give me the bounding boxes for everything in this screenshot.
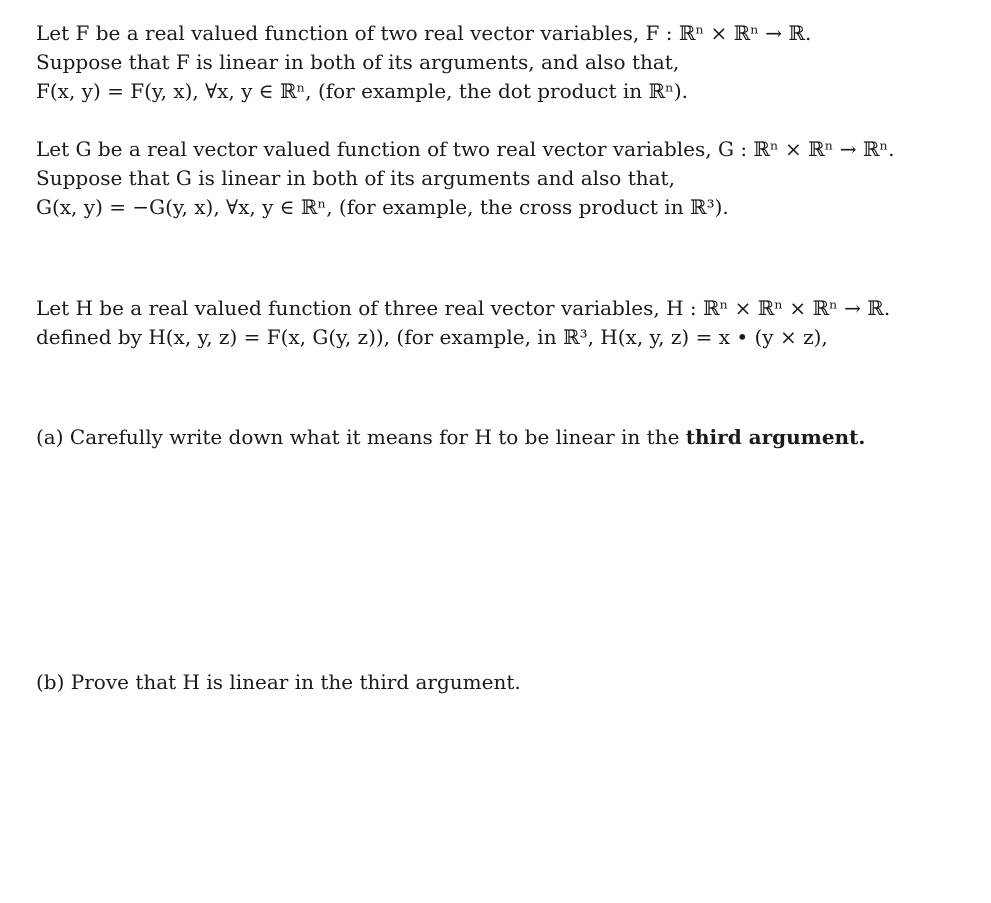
paragraph-g-line-2: Suppose that G is linear in both of its arguments and also that, (36, 166, 675, 190)
part-a-line (36, 423, 976, 452)
question-part-b (36, 668, 976, 697)
paragraph-function-f (36, 19, 976, 106)
paragraph-function-h (36, 294, 976, 352)
paragraph-f-line-1: Let F be a real valued function of two real vector variables, F : ℝⁿ × ℝⁿ → ℝ. (36, 21, 812, 45)
question-part-a (36, 423, 976, 452)
paragraph-h-line-2: defined by H(x, y, z) = F(x, G(y, z)), (for example, in ℝ³, H(x, y, z) = x • (y × z), (36, 325, 828, 349)
paragraph-h-line-1: Let H be a real valued function of three real vector variables, H : ℝⁿ × ℝⁿ × ℝⁿ → ℝ. (36, 296, 891, 320)
paragraph-g-line-1: Let G be a real vector valued function of two real vector variables, G : ℝⁿ × ℝⁿ → ℝⁿ. (36, 137, 895, 161)
paragraph-f-line-3: F(x, y) = F(y, x), ∀x, y ∈ ℝⁿ, (for example, the dot product in ℝⁿ). (36, 79, 688, 103)
paragraph-function-g (36, 135, 976, 222)
paragraph-g-line-3: G(x, y) = −G(y, x), ∀x, y ∈ ℝⁿ, (for example, the cross product in ℝ³). (36, 195, 729, 219)
part-a-text: (a) Carefully write down what it means for H to be linear in the (36, 425, 680, 449)
part-b-text: (b) Prove that H is linear in the third argument. (36, 670, 521, 694)
part-a-emphasis: third argument. (685, 425, 866, 449)
paragraph-f-line-2: Suppose that F is linear in both of its arguments, and also that, (36, 50, 680, 74)
